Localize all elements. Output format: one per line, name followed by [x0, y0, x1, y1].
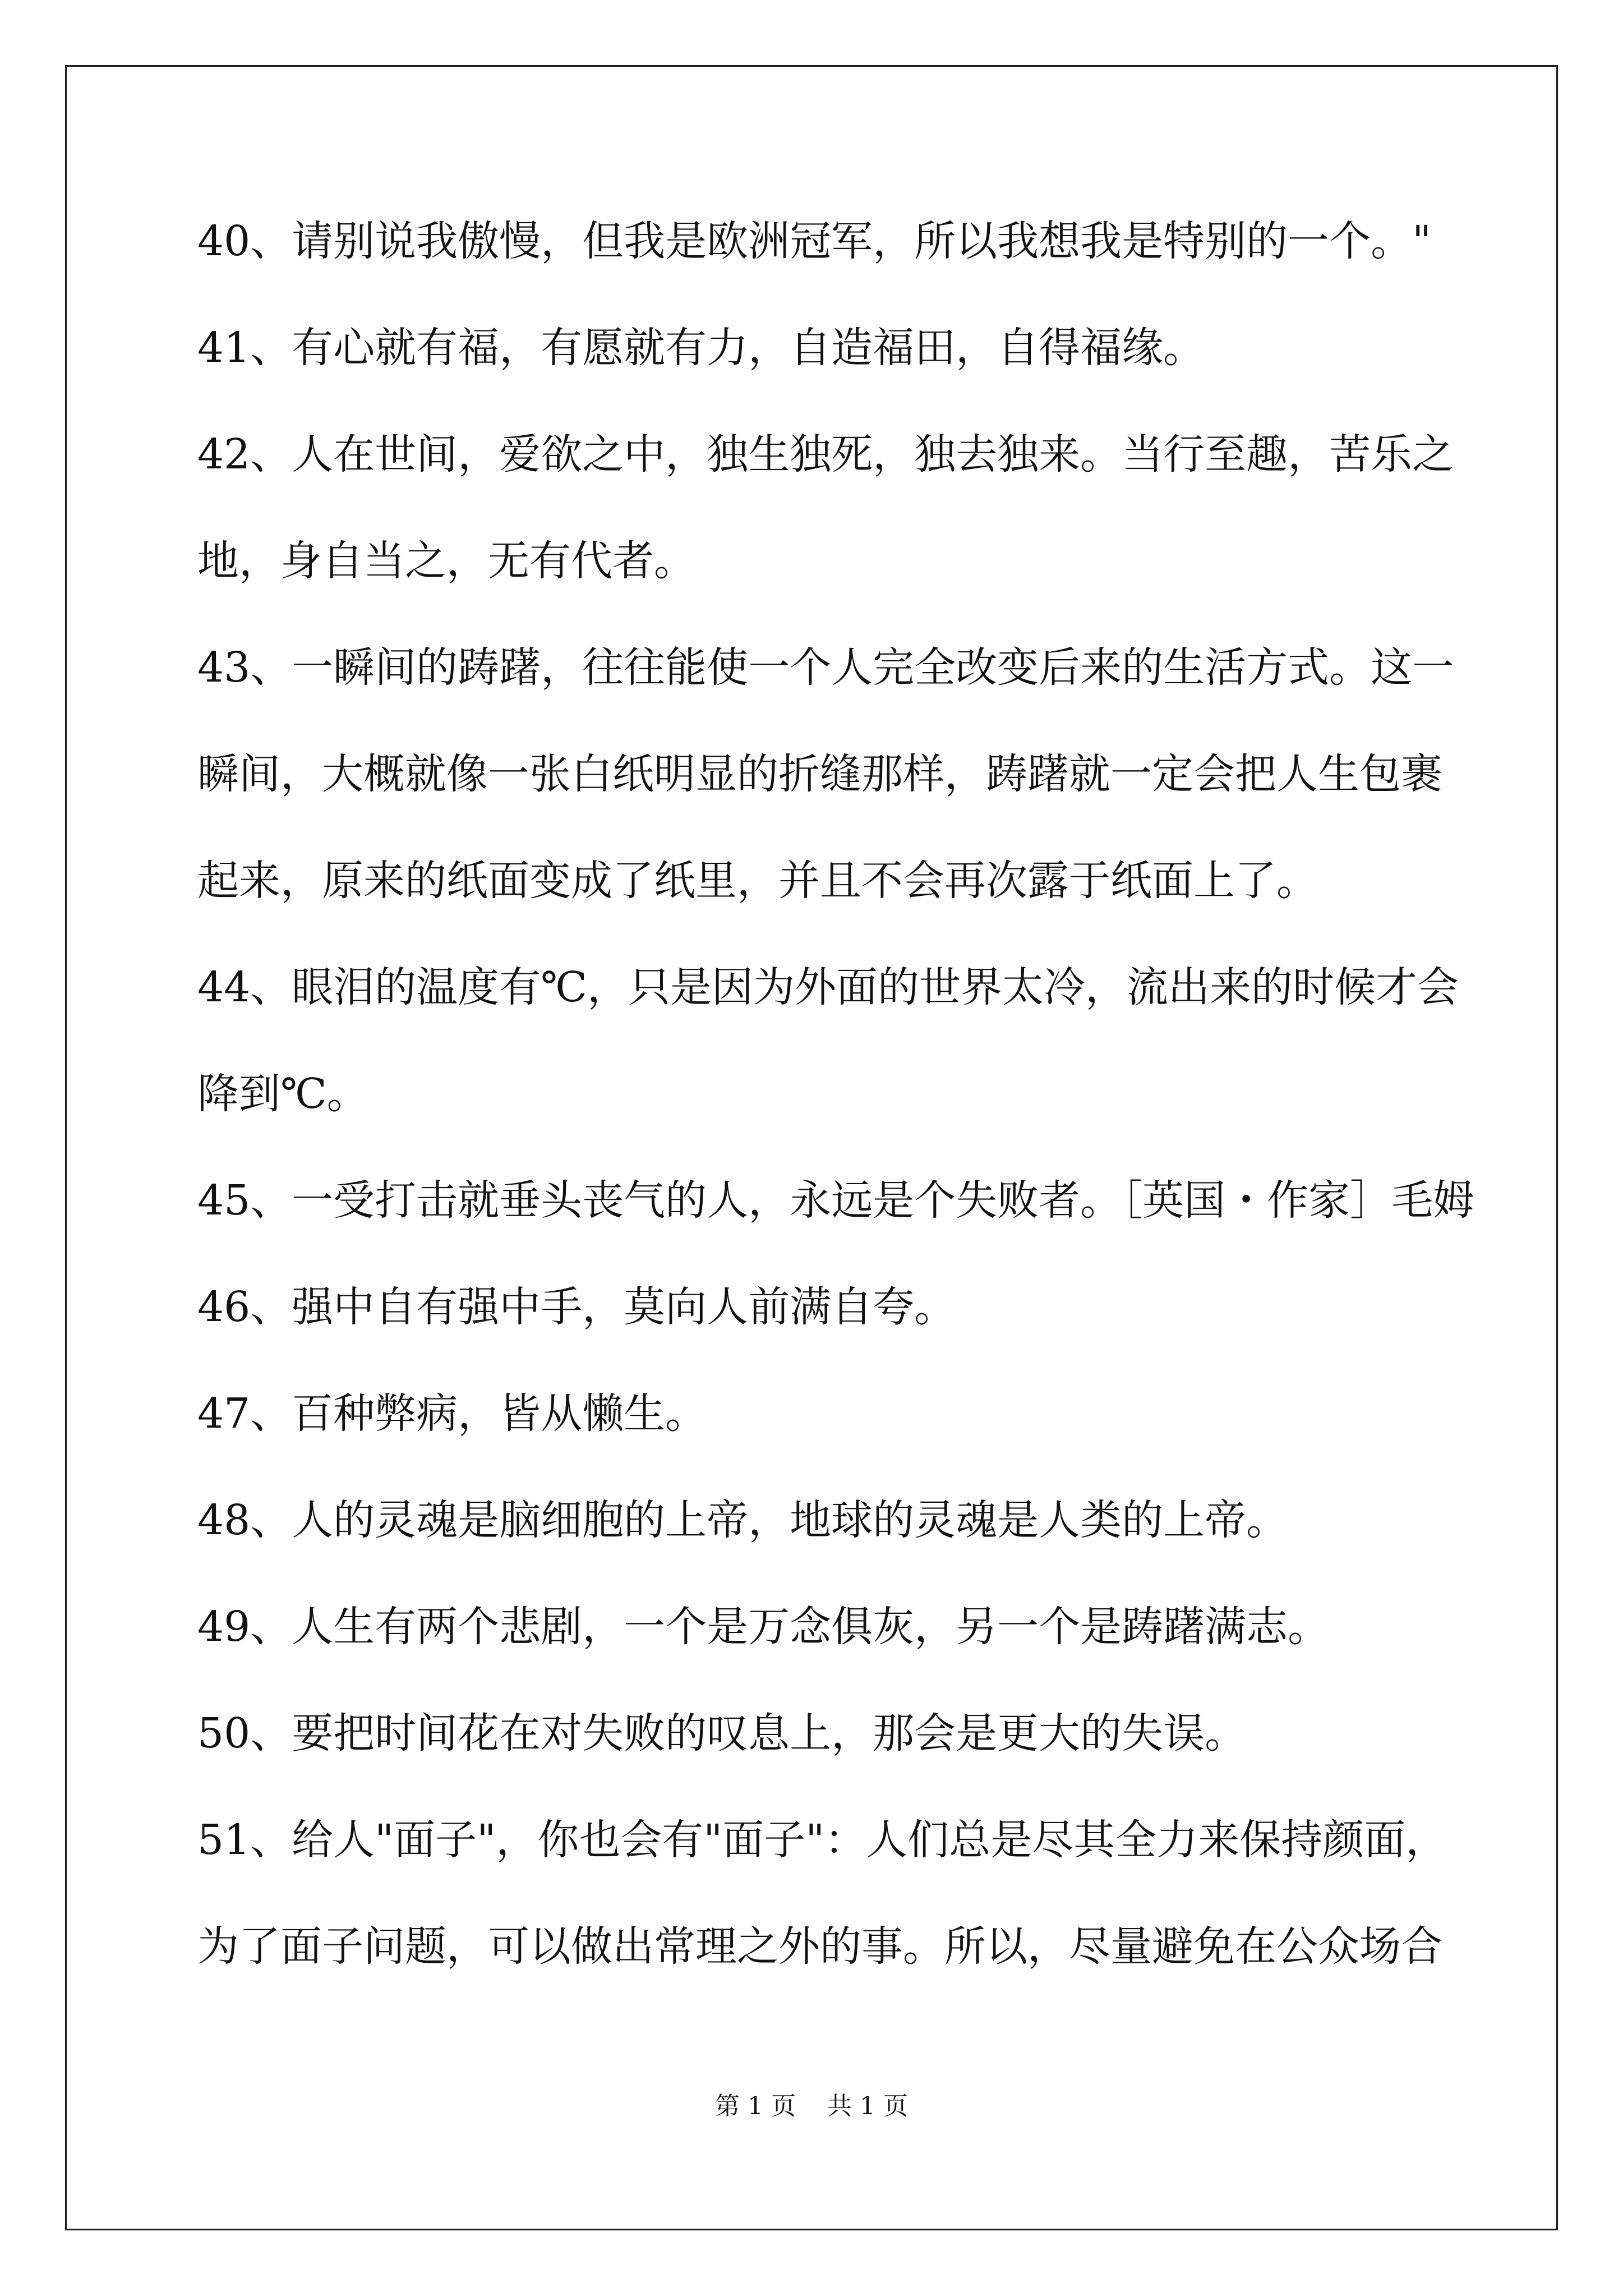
- text-line: 降到℃。: [197, 1070, 368, 1118]
- text-line: 42、人在世间，爱欲之中，独生独死，独去独来。当行至趣，苦乐之: [197, 430, 1454, 478]
- text-line: 51、给人"面子"，你也会有"面子"：人们总是尽其全力来保持颜面，: [197, 1816, 1447, 1864]
- text-line: 43、一瞬间的踌躇，往往能使一个人完全改变后来的生活方式。这一: [197, 643, 1454, 692]
- page-footer: [0, 2086, 1623, 2122]
- document-body: [197, 216, 1475, 2028]
- text-line: 48、人的灵魂是脑细胞的上帝，地球的灵魂是人类的上帝。: [197, 1496, 1288, 1544]
- text-line: 49、人生有两个悲剧，一个是万念俱灰，另一个是踌躇满志。: [197, 1603, 1330, 1651]
- text-line: 47、百种弊病，皆从懒生。: [197, 1389, 707, 1438]
- text-line: 瞬间，大概就像一张白纸明显的折缝那样，踌躇就一定会把人生包裹: [197, 750, 1442, 798]
- page-number: 第 1 页: [715, 2092, 796, 2120]
- text-line: 50、要把时间花在对失败的叹息上，那会是更大的失误。: [197, 1709, 1247, 1757]
- text-line: 44、眼泪的温度有℃，只是因为外面的世界太冷，流出来的时候才会: [197, 963, 1459, 1011]
- text-line: 地，身自当之，无有代者。: [197, 537, 695, 585]
- text-line: 46、强中自有强中手，莫向人前满自夸。: [197, 1283, 956, 1331]
- text-line: 41、有心就有福，有愿就有力，自造福田，自得福缘。: [197, 324, 1205, 372]
- text-line: 为了面子问题，可以做出常理之外的事。所以，尽量避免在公众场合: [197, 1922, 1442, 1971]
- text-line: 起来，原来的纸面变成了纸里，并且不会再次露于纸面上了。: [197, 857, 1318, 905]
- text-line: 45、一受打击就垂头丧气的人，永远是个失败者。［英国・作家］毛姆: [197, 1176, 1475, 1225]
- text-line: 40、请别说我傲慢，但我是欧洲冠军，所以我想我是特别的一个。": [197, 217, 1432, 265]
- page-total: 共 1 页: [827, 2092, 908, 2120]
